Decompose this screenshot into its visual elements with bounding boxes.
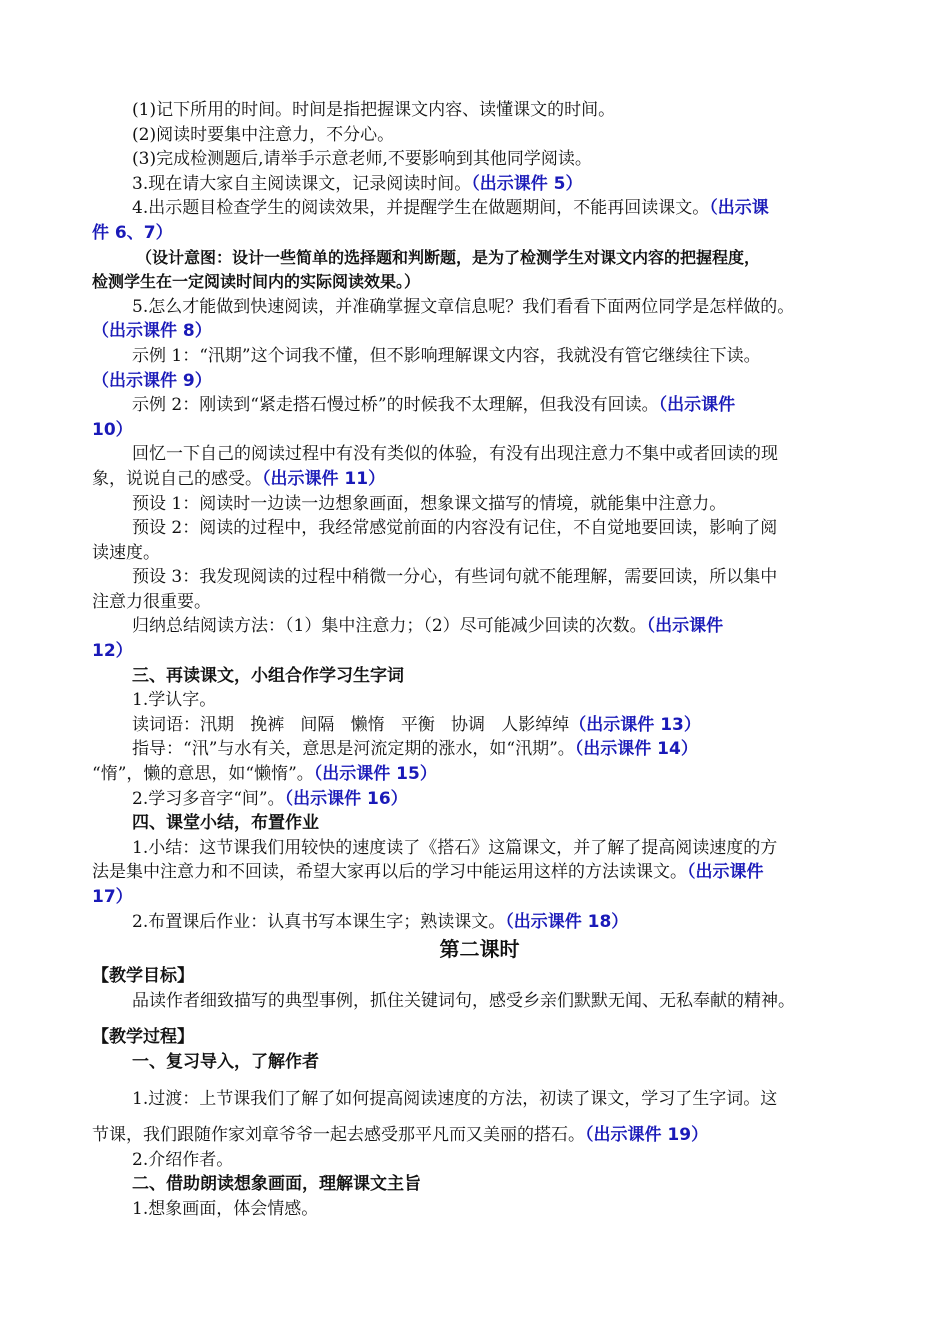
courseware-ref: 件 6、7） (92, 222, 173, 243)
courseware-ref: （出示课件 13） (569, 714, 701, 735)
paragraph-line: (3)完成检测题后,请举手示意老师,不要影响到其他同学阅读。 (132, 149, 592, 170)
paragraph-line: 象，说说自己的感受。（出示课件 11） (92, 468, 386, 489)
paragraph-line: 读速度。 (92, 542, 160, 563)
paragraph-line: 读词语：汛期 挽裤 间隔 懒惰 平衡 协调 人影绰绰（出示课件 13） (132, 714, 701, 735)
section-heading: 四、课堂小结，布置作业 (132, 813, 319, 834)
paragraph-line (92, 418, 867, 443)
courseware-ref: 17） (92, 887, 133, 907)
courseware-ref: （出示课件 (646, 616, 724, 637)
paragraph-line: (1)记下所用的时间。时间是指把握课文内容、读懂课文的时间。 (132, 100, 616, 120)
courseware-ref: （出示课件 18） (505, 911, 629, 932)
courseware-ref: 12） (92, 641, 133, 662)
paragraph-line: 1.学认字。 (132, 690, 217, 711)
paragraph-line (92, 369, 867, 394)
design-intent: 检测学生在一定阅读时间内的实际阅读效果。） (92, 272, 421, 292)
paragraph-line (92, 221, 867, 246)
paragraph-line: 预设 1：阅读时一边读一边想象画面，想象课文描写的情境，就能集中注意力。 (132, 493, 727, 514)
section-heading: 【教学目标】 (92, 966, 194, 987)
paragraph-line: 法是集中注意力和不回读，希望大家再以后的学习中能运用这样的方法读课文。（出示课件 (92, 862, 764, 883)
paragraph-line: 5.怎么才能做到快速阅读，并准确掌握文章信息呢？我们看看下面两位同学是怎样做的。 (132, 296, 795, 317)
paragraph-line: 预设 3：我发现阅读的过程中稍微一分心，有些词句就不能理解，需要回读，所以集中 (132, 567, 778, 588)
paragraph-line: 品读作者细致描写的典型事例，抓住关键词句，感受乡亲们默默无闻、无私奉献的精神。 (132, 990, 795, 1011)
paragraph-line: 1.过渡：上节课我们了解了如何提高阅读速度的方法，初读了课文，学习了生字词。这 (132, 1088, 778, 1109)
courseware-ref: （出示课件 9） (92, 370, 212, 391)
paragraph-line (92, 639, 867, 664)
courseware-ref: （出示课件 19） (585, 1125, 709, 1146)
paragraph-line: 2.学习多音字“间”。（出示课件 16） (132, 788, 408, 809)
section-heading: 二、借助朗读想象画面，理解课文主旨 (132, 1174, 421, 1195)
courseware-ref: （出示课件 8） (92, 321, 212, 342)
paragraph-line (92, 319, 867, 344)
courseware-ref: （出示课件 5） (471, 173, 583, 194)
courseware-ref: 10） (92, 419, 133, 440)
paragraph-line: 注意力很重要。 (92, 591, 211, 612)
lesson-title: 第二课时 (439, 937, 520, 962)
paragraph-line: 指导：“汛”与水有关，意思是河流定期的涨水，如“汛期”。（出示课件 14） (132, 739, 698, 760)
paragraph-line: 预设 2：阅读的过程中，我经常感觉前面的内容没有记住，不自觉地要回读，影响了阅 (132, 518, 778, 539)
paragraph-line: 1.小结：这节课我们用较快的速度读了《搭石》这篇课文，并了解了提高阅读速度的方 (132, 837, 778, 858)
section-heading: 一、复习导入，了解作者 (132, 1051, 319, 1072)
document-body (92, 98, 867, 1222)
courseware-ref: （出示课件 (658, 395, 736, 416)
paragraph-line: “惰”，懒的意思，如“懒惰”。（出示课件 15） (92, 764, 437, 785)
courseware-ref: （出示课件 11） (262, 468, 386, 489)
design-intent: （设计意图：设计一些简单的选择题和判断题，是为了检测学生对课文内容的把握程度， (136, 247, 761, 267)
paragraph-line: (2)阅读时要集中注意力，不分心。 (132, 124, 395, 145)
courseware-ref: （出示课件 16） (284, 788, 408, 809)
paragraph-line (92, 885, 867, 910)
paragraph-line: 3.现在请大家自主阅读课文，记录阅读时间。（出示课件 5） (132, 173, 583, 194)
paragraph-line: 归纳总结阅读方法：（1）集中注意力；（2）尽可能减少回读的次数。（出示课件 (132, 616, 724, 637)
section-heading: 三、再读课文，小组合作学习生字词 (132, 665, 404, 686)
courseware-ref: （出示课件 15） (313, 764, 437, 785)
paragraph-line: 节课，我们跟随作家刘章爷爷一起去感受那平凡而又美丽的搭石。（出示课件 19） (92, 1125, 709, 1146)
paragraph-line: 示例 1：“汛期”这个词我不懂，但不影响理解课文内容，我就没有管它继续往下读。 (132, 345, 761, 366)
paragraph-line: 4.出示题目检查学生的阅读效果，并提醒学生在做题期间，不能再回读课文。（出示课 (132, 198, 769, 219)
courseware-ref: （出示课 (709, 198, 769, 219)
courseware-ref: （出示课件 14） (574, 739, 698, 760)
paragraph-line: 回忆一下自己的阅读过程中有没有类似的体验，有没有出现注意力不集中或者回读的现 (132, 444, 778, 465)
courseware-ref: （出示课件 (687, 862, 764, 883)
paragraph-line: 示例 2：刚读到“紧走搭石慢过桥”的时候我不太理解，但我没有回读。（出示课件 (132, 395, 736, 416)
paragraph-line: 2.介绍作者。 (132, 1149, 234, 1170)
paragraph-line: 2.布置课后作业：认真书写本课生字；熟读课文。（出示课件 18） (132, 911, 629, 932)
section-heading: 【教学过程】 (92, 1027, 194, 1048)
paragraph-line: 1.想象画面，体会情感。 (132, 1198, 319, 1219)
